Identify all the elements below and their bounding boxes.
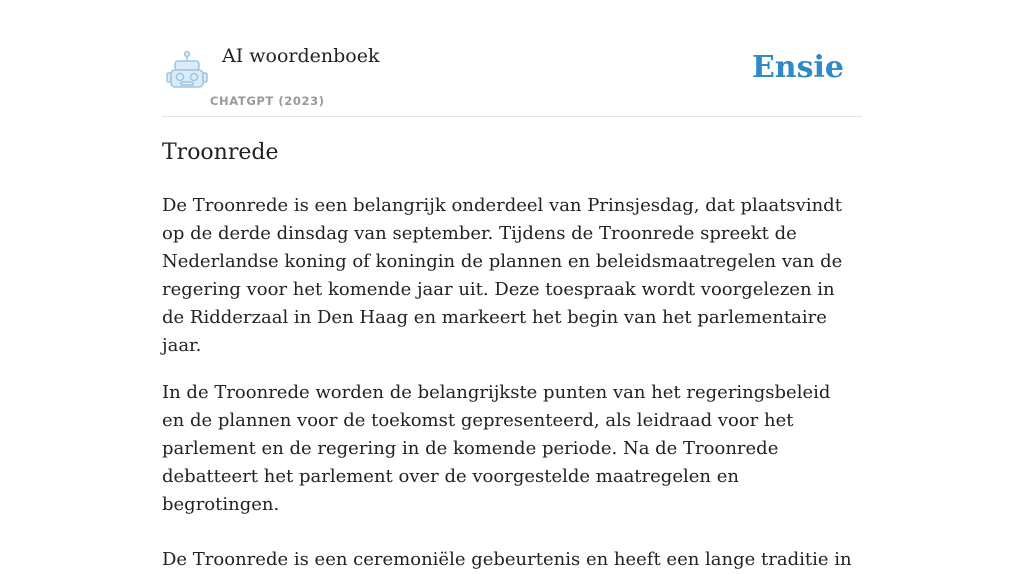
definition-paragraph-2: In de Troonrede worden de belangrijkste punten van het regeringsbeleid en de plannen voor de toekomst gepresenteerd, als leidraad voor het parlement en de regering in de komende periode. Na de Troonrede debatteert het parlement over de voorgestelde maatregelen en begrotingen. (162, 382, 831, 515)
robot-icon (166, 50, 208, 90)
brand-logo[interactable]: Ensie (751, 50, 844, 85)
term-title: Troonrede (162, 140, 279, 165)
source-subtitle: CHATGPT (2023) (210, 94, 325, 108)
source-header (162, 0, 862, 117)
definition-paragraph-3: De Troonrede is een ceremoniële gebeurtenis en heeft een lange traditie in (162, 549, 852, 570)
definition-body (162, 192, 862, 574)
definition-paragraph-1: De Troonrede is een belangrijk onderdeel van Prinsjesdag, dat plaatsvindt op de derde dinsdag van september. Tijdens de Troonrede spreekt de Nederlandse koning of koningin de plannen en beleidsmaatregelen van de regering voor het komende jaar uit. Deze toespraak wordt voorgelezen in de Ridderzaal in Den Haag en markeert het begin van het parlementaire jaar. (162, 195, 843, 356)
source-title[interactable]: AI woordenboek (222, 45, 380, 67)
